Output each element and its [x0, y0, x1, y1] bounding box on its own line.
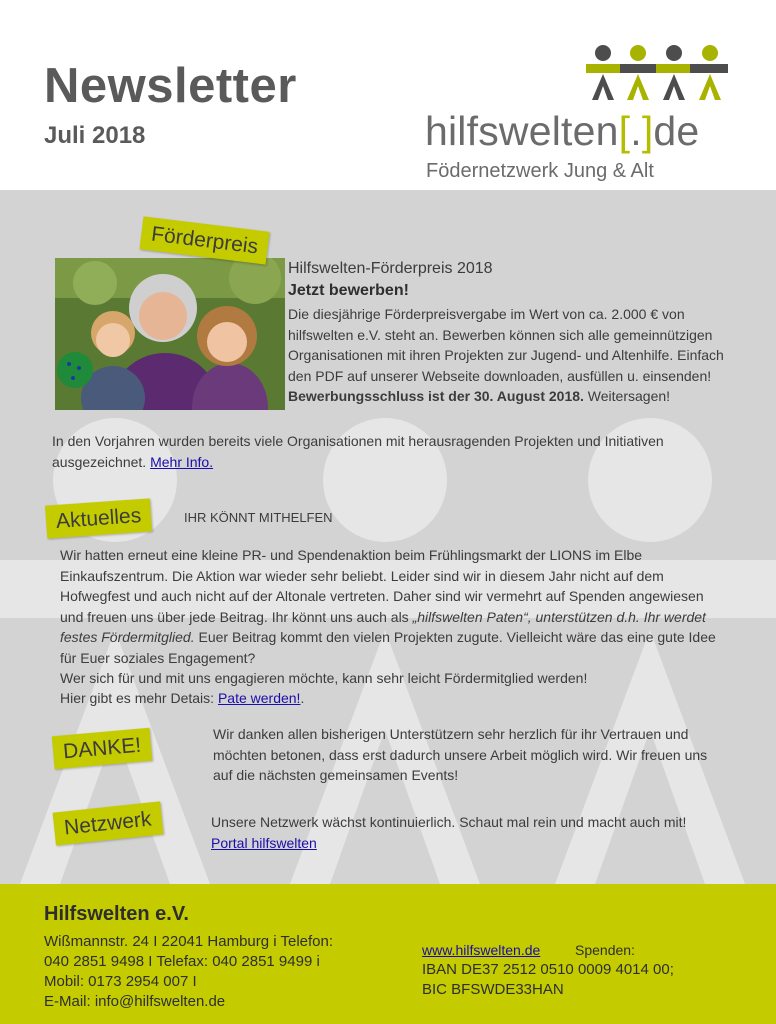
foerderpreis-subheading: Jetzt bewerben! — [288, 282, 409, 299]
footer-website-link[interactable]: www.hilfswelten.de — [422, 942, 541, 958]
brand-logo-text: hilfswelten[.]de — [425, 108, 700, 154]
footer-email: E-Mail: info@hilfswelten.de — [44, 993, 226, 1010]
footer-address-line-1: Wißmannstr. 24 I 22041 Hamburg i Telefon: — [44, 933, 334, 950]
newsletter-footer — [0, 884, 776, 1024]
netzwerk-tag: Netzwerk — [53, 801, 163, 845]
aktuelles-details-end: . — [300, 690, 305, 706]
pate-werden-link[interactable]: Pate werden! — [217, 690, 301, 706]
newsletter-header — [0, 0, 776, 190]
netzwerk-text — [211, 812, 701, 853]
foerderpreis-text — [288, 304, 736, 407]
aktuelles-text — [60, 545, 728, 668]
aktuelles-tag: Aktuelles — [45, 498, 152, 538]
netzwerk-body: Unsere Netzwerk wächst kontinuierlich. Schaut mal rein und macht auch mit! — [211, 814, 687, 830]
footer-address-line-2: 040 2851 9498 I Telefax: 040 2851 9499 i — [44, 953, 320, 970]
footer-bic: BIC BFSWDE33HAN — [422, 981, 564, 998]
foerderpreis-body: Die diesjährige Förderpreisvergabe im Wert von ca. 2.000 € von hilfswelten e.V. steht an. Bewerben können sich alle gemeinnützigen Organisationen mit ihren Projekten zur Jugend- und Altenhilfe. Einfach den PDF auf unserer Webseite downloaden, ausfüllen u. einsenden! — [288, 306, 724, 384]
aktuelles-details-line — [60, 688, 728, 709]
grandmother-with-children-photo — [55, 258, 285, 410]
foerderpreis-heading: Hilfswelten-Förderpreis 2018 — [288, 260, 493, 277]
footer-org-name: Hilfswelten e.V. — [44, 903, 189, 925]
danke-tag: DANKE! — [52, 728, 153, 770]
aktuelles-body-2: Euer Beitrag kommt den vielen Projekten zugute. Vielleicht wäre das eine gute Idee für Euer soziales Engagement? — [60, 629, 716, 666]
brand-tagline: Födernetzwerk Jung & Alt — [426, 160, 654, 182]
newsletter-content — [0, 190, 776, 884]
aktuelles-details-label: Hier gibt es mehr Detais: — [60, 690, 218, 706]
issue-date: Juli 2018 — [44, 122, 146, 149]
danke-text: Wir danken allen bisherigen Unterstützern sehr herzlich für ihr Vertrauen und möchten betonen, dass erst dadurch unsere Arbeit möglich wird. Wir freuen uns auf die nächsten gemeinsamen Events! — [213, 726, 708, 783]
previous-winners-body: In den Vorjahren wurden bereits viele Organisationen mit herausragenden Projekten und Initiativen ausgezeichnet. — [52, 433, 664, 470]
aktuelles-body: Wir hatten erneut eine kleine PR- und Spendenaktion beim Frühlingsmarkt der LIONS im Elbe Einkaufszentrum. Die Aktion war wieder sehr beliebt. Leider sind wir in diesem Jahr nicht auf dem Hofwegfest und auch nicht auf der Altonale vertreten. Daher sind wir vermehrt auf Spenden angewiesen und freuen uns über jede Beitrag. Ihr könnt uns auch als — [60, 547, 704, 625]
footer-address-line-3: Mobil: 0173 2954 007 I — [44, 973, 197, 990]
foerderpreis-deadline: Bewerbungsschluss ist der 30. August 2018. — [288, 388, 584, 404]
foerderpreis-body-end: Weitersagen! — [583, 388, 671, 404]
people-chain-logo-icon — [586, 44, 728, 102]
newsletter-title: Newsletter — [44, 59, 297, 113]
footer-donations-label: Spenden: — [575, 942, 635, 958]
portal-hilfswelten-link[interactable]: Portal hilfswelten — [211, 834, 317, 851]
aktuelles-membership-text: Wer sich für und mit uns engagieren möchte, kann sehr leicht Fördermitglied werden! — [60, 670, 588, 686]
footer-iban: IBAN DE37 2512 0510 0009 4014 00; — [422, 961, 674, 978]
foerderpreis-tag: Förderpreis — [139, 216, 269, 264]
aktuelles-italic: „hilfswelten Paten“, unterstützen d.h. Ihr werdet festes Fördermitglied. — [60, 608, 706, 645]
aktuelles-heading: IHR KÖNNT MITHELFEN — [184, 510, 333, 525]
more-info-link[interactable]: Mehr Info. — [150, 453, 214, 470]
previous-winners-text — [52, 431, 712, 472]
